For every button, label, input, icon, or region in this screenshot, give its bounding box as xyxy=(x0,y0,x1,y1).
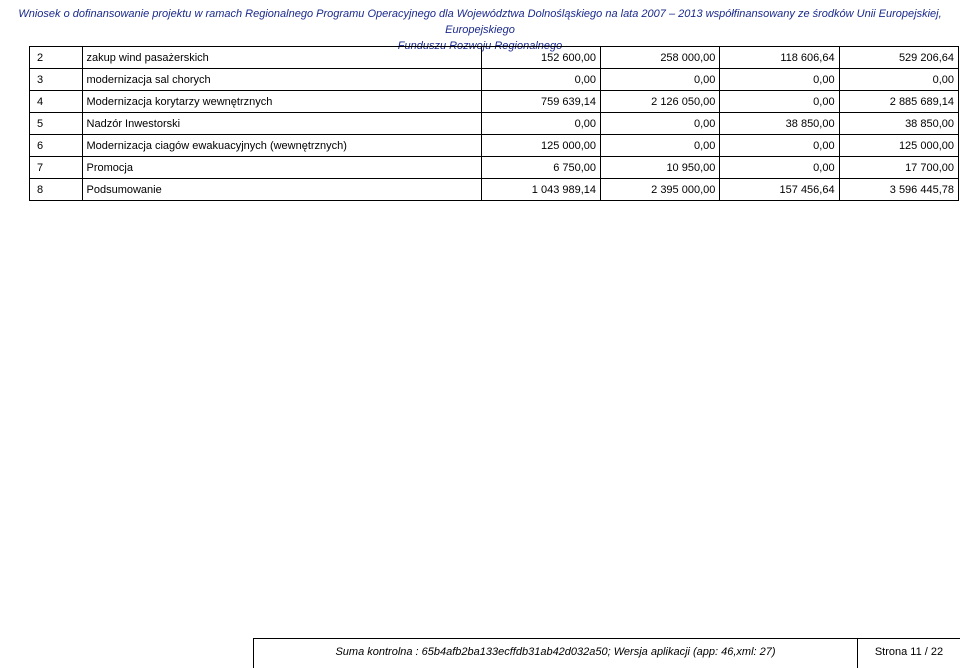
row-number: 6 xyxy=(30,135,83,157)
row-value-3: 0,00 xyxy=(720,91,839,113)
row-value-2: 2 126 050,00 xyxy=(601,91,720,113)
row-total: 17 700,00 xyxy=(839,157,958,179)
row-description: Promocja xyxy=(82,157,481,179)
table-row xyxy=(30,157,959,179)
page-footer xyxy=(253,638,960,668)
row-value-2: 0,00 xyxy=(601,135,720,157)
table-row xyxy=(30,113,959,135)
row-value-3: 0,00 xyxy=(720,157,839,179)
table-row xyxy=(30,135,959,157)
row-description: Nadzór Inwestorski xyxy=(82,113,481,135)
row-value-1: 6 750,00 xyxy=(481,157,600,179)
row-number: 4 xyxy=(30,91,83,113)
row-number: 3 xyxy=(30,69,83,91)
row-value-3: 0,00 xyxy=(720,135,839,157)
row-description: modernizacja sal chorych xyxy=(82,69,481,91)
row-total: 3 596 445,78 xyxy=(839,179,958,201)
row-description: zakup wind pasażerskich xyxy=(82,47,481,69)
row-value-1: 125 000,00 xyxy=(481,135,600,157)
row-value-2: 10 950,00 xyxy=(601,157,720,179)
row-value-3: 118 606,64 xyxy=(720,47,839,69)
row-number: 7 xyxy=(30,157,83,179)
checksum-text: Suma kontrolna : 65b4afb2ba133ecffdb31ab42d032a50; Wersja aplikacji (app: 46,xml: 27) xyxy=(254,639,858,668)
header-line-1: Wniosek o dofinansowanie projektu w ramach Regionalnego Programu Operacyjnego dla Województwa Dolnośląskiego na lata 2007 – 2013 współfinansowany ze środków Unii Europejskiej, Europejskiego xyxy=(18,8,942,36)
row-description: Modernizacja ciagów ewakuacyjnych (wewnętrznych) xyxy=(82,135,481,157)
row-value-3: 38 850,00 xyxy=(720,113,839,135)
row-total: 125 000,00 xyxy=(839,135,958,157)
row-total: 2 885 689,14 xyxy=(839,91,958,113)
row-number: 2 xyxy=(30,47,83,69)
row-description: Podsumowanie xyxy=(82,179,481,201)
row-value-1: 0,00 xyxy=(481,113,600,135)
header-line-2: Funduszu Rozwoju Regionalnego xyxy=(397,40,563,52)
row-value-2: 0,00 xyxy=(601,69,720,91)
row-value-1: 759 639,14 xyxy=(481,91,600,113)
table-row xyxy=(30,91,959,113)
row-total: 529 206,64 xyxy=(839,47,958,69)
row-number: 5 xyxy=(30,113,83,135)
row-value-3: 157 456,64 xyxy=(720,179,839,201)
row-value-2: 258 000,00 xyxy=(601,47,720,69)
table-row xyxy=(30,69,959,91)
row-value-1: 1 043 989,14 xyxy=(481,179,600,201)
row-value-1: 152 600,00 xyxy=(481,47,600,69)
row-value-1: 0,00 xyxy=(481,69,600,91)
costs-table xyxy=(29,46,959,201)
row-value-2: 0,00 xyxy=(601,113,720,135)
row-total: 0,00 xyxy=(839,69,958,91)
row-value-3: 0,00 xyxy=(720,69,839,91)
table-row xyxy=(30,179,959,201)
page-number: Strona 11 / 22 xyxy=(874,646,944,658)
row-description: Modernizacja korytarzy wewnętrznych xyxy=(82,91,481,113)
table-row xyxy=(30,47,959,69)
row-value-2: 2 395 000,00 xyxy=(601,179,720,201)
row-number: 8 xyxy=(30,179,83,201)
row-total: 38 850,00 xyxy=(839,113,958,135)
